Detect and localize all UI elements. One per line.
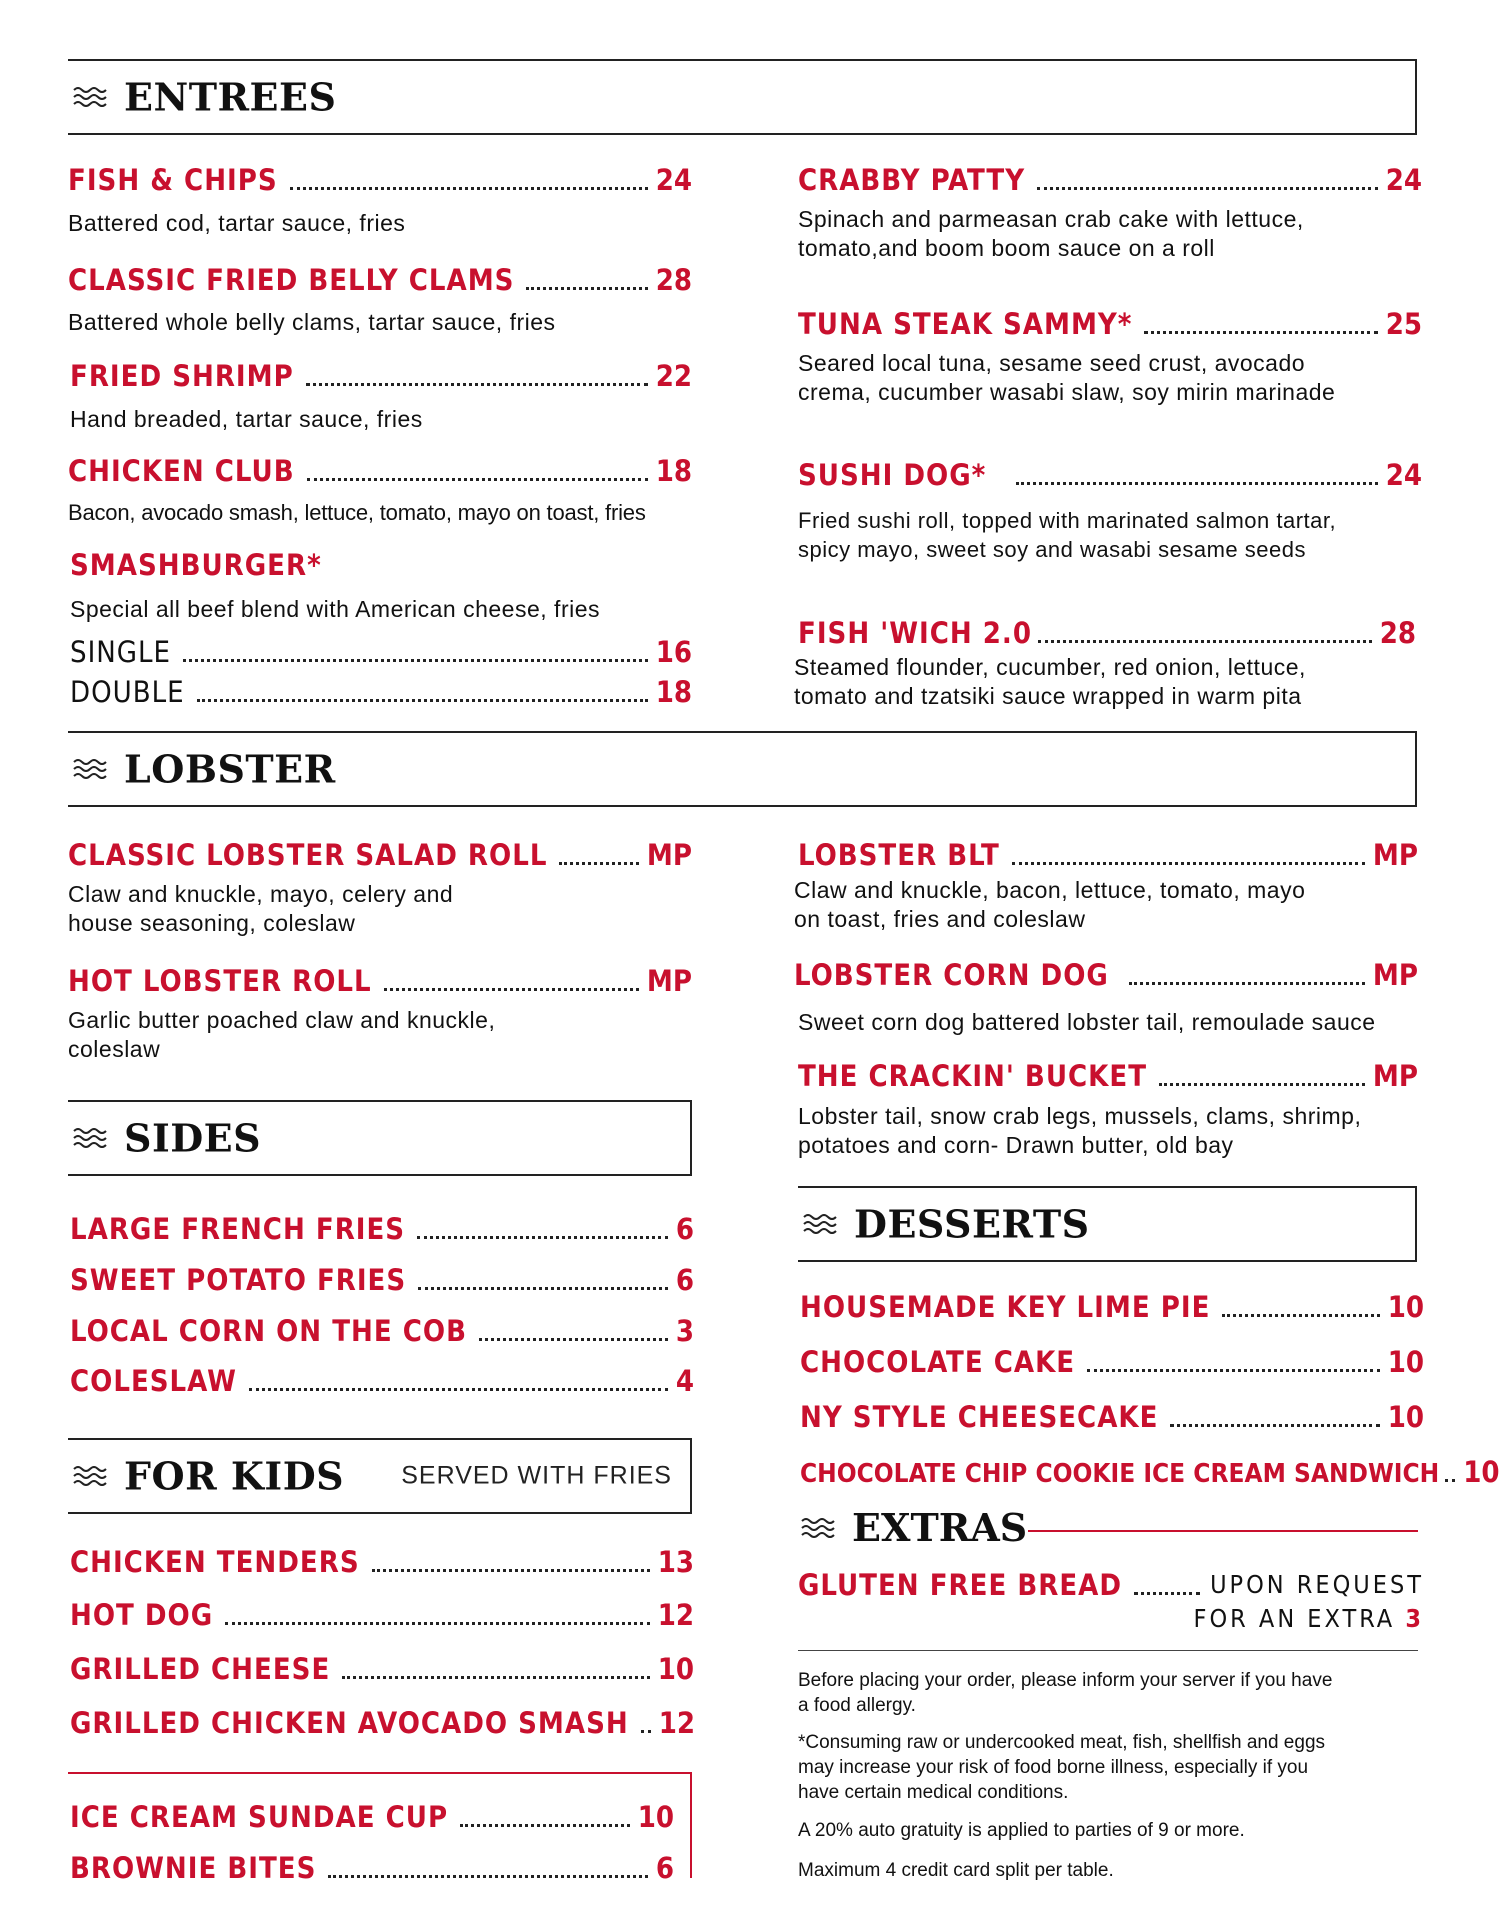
item-price: 24 [1385,163,1422,197]
dot-leader [1012,862,1365,865]
dot-leader [1037,187,1378,190]
item-name: ICE CREAM SUNDAE CUP [70,1800,449,1834]
menu-item-gluten-free-bread [798,1568,1208,1602]
item-name: LOBSTER CORN DOG [794,958,1109,992]
menu-item-smashburger-double [70,675,692,709]
gratuity-note: A 20% auto gratuity is applied to parties of 9 or more. [798,1820,1245,1841]
menu-item-lobster-blt [798,838,1418,872]
menu-item-fried-shrimp [70,359,692,393]
item-name: HOT DOG [70,1598,214,1632]
dot-leader [479,1338,668,1341]
item-price: 3 [675,1314,694,1348]
desserts-header [798,1186,1417,1262]
item-description: Special all beef blend with American cheese, fries [70,596,601,622]
item-price: 18 [655,454,692,488]
dot-leader [417,1236,668,1239]
dot-leader [197,699,648,702]
item-description [68,880,453,938]
desc-line: tomato and tzatsiki sauce wrapped in warm pita [794,683,1302,709]
menu-item-ny-cheesecake [800,1400,1424,1434]
item-price: 12 [658,1706,696,1740]
menu-item-hot-lobster-roll [68,964,692,998]
note-line: UPON REQUEST [1210,1570,1424,1599]
item-description: Battered whole belly clams, tartar sauce, fries [68,309,556,335]
menu-item-chicken-tenders [70,1545,694,1579]
menu-item-chicken-club [68,454,692,488]
item-name: CLASSIC FRIED BELLY CLAMS [68,263,515,297]
desc-line: house seasoning, coleslaw [68,910,356,936]
menu-item-hot-dog [70,1598,694,1632]
dot-leader [641,1730,651,1733]
entrees-header [68,59,1417,135]
dot-leader [559,862,638,865]
size-label: SINGLE [70,635,172,669]
item-price: 6 [675,1263,694,1297]
item-price: MP [646,964,692,998]
waves-icon [72,1463,112,1489]
item-name: CHOCOLATE CAKE [800,1345,1076,1379]
item-name: SWEET POTATO FRIES [70,1263,407,1297]
dot-leader [418,1287,668,1290]
item-description: Sweet corn dog battered lobster tail, remoulade sauce [798,1009,1376,1035]
item-price: 18 [655,675,692,709]
item-price: 24 [1385,458,1422,492]
dot-leader [306,383,648,386]
entrees-title: ENTREES [124,74,337,120]
item-name: FISH 'WICH 2.0 [798,616,1032,650]
desc-line: Claw and knuckle, bacon, lettuce, tomato, mayo [794,877,1306,903]
menu-item-cookie-ice-cream-sandwich [800,1455,1500,1489]
item-price: 16 [655,635,692,669]
item-name: NY STYLE CHEESECAKE [800,1400,1159,1434]
item-description [798,1102,1361,1160]
desserts-title: DESSERTS [854,1201,1090,1247]
item-name: HOUSEMADE KEY LIME PIE [800,1290,1211,1324]
item-name: BROWNIE BITES [70,1851,317,1885]
item-price: 12 [657,1598,694,1632]
allergy-note [798,1668,1418,1718]
dot-leader [1159,1083,1365,1086]
item-name: TUNA STEAK SAMMY* [798,307,1133,341]
kids-dessert-top-rule [68,1772,692,1774]
item-price: 25 [1385,307,1422,341]
menu-item-fish-chips [68,163,692,197]
dot-leader [372,1569,650,1572]
dot-leader [526,287,647,290]
desc-line: crema, cucumber wasabi slaw, soy mirin marinade [798,379,1336,405]
menu-item-ice-cream-sundae-cup [70,1800,674,1834]
menu-item-corn-on-the-cob [70,1314,694,1348]
item-name: GLUTEN FREE BREAD [798,1568,1123,1602]
desc-line: coleslaw [68,1036,161,1062]
dot-leader [1445,1479,1455,1482]
extras-title: EXTRAS [852,1505,1028,1550]
item-description: Battered cod, tartar sauce, fries [68,210,406,236]
item-price: 10 [1387,1345,1424,1379]
item-name: SUSHI DOG* [798,458,987,492]
dot-leader [1144,331,1377,334]
desc-line: Steamed flounder, cucumber, red onion, lettuce, [794,654,1306,680]
desc-line: Fried sushi roll, topped with marinated salmon tartar, [798,508,1337,533]
item-name: COLESLAW [70,1364,237,1398]
menu-item-crackin-bucket [798,1059,1418,1093]
item-description: Bacon, avocado smash, lettuce, tomato, mayo on toast, fries [68,500,646,525]
desc-line: Garlic butter poached claw and knuckle, [68,1007,496,1033]
menu-item-grilled-chicken-avocado-smash [70,1706,694,1740]
item-price: 10 [637,1800,674,1834]
menu-item-belly-clams [68,263,692,297]
lobster-title: LOBSTER [124,746,336,792]
menu-item-brownie-bites [70,1851,674,1885]
item-price: 10 [1387,1400,1424,1434]
item-name: LOBSTER BLT [798,838,1000,872]
item-name: THE CRACKIN' BUCKET [798,1059,1147,1093]
dot-leader [307,478,648,481]
size-label: DOUBLE [70,675,185,709]
item-price: MP [1372,838,1418,872]
item-price: 10 [1463,1455,1500,1489]
item-name: CHOCOLATE CHIP COOKIE ICE CREAM SANDWICH [800,1459,1440,1489]
dot-leader [225,1622,650,1625]
waves-icon [72,1125,112,1151]
menu-item-sweet-potato-fries [70,1263,694,1297]
dot-leader [1087,1369,1380,1372]
kids-dessert-side-rule [690,1772,692,1878]
waves-icon [72,756,112,782]
item-price: MP [646,838,692,872]
menu-item-large-french-fries [70,1212,694,1246]
item-price: 28 [1379,616,1416,650]
item-description [794,653,1306,711]
sides-title: SIDES [124,1115,262,1161]
menu-item-crabby-patty [798,163,1422,197]
desc-line: potatoes and corn- Drawn butter, old bay [798,1132,1234,1158]
extras-rule [1028,1530,1418,1532]
raw-food-warning [798,1730,1418,1805]
note-line: may increase your risk of food borne illness, especially if you [798,1757,1309,1778]
item-name: GRILLED CHICKEN AVOCADO SMASH [70,1706,629,1740]
note-line: FOR AN EXTRA [1193,1604,1396,1633]
item-name: SMASHBURGER* [70,548,322,582]
dot-leader [1038,640,1372,643]
item-price: 3 [1405,1604,1424,1633]
menu-item-smashburger-single [70,635,692,669]
notes-divider [798,1650,1418,1651]
dot-leader [384,988,639,991]
dot-leader [183,659,648,662]
note-line-2 [1160,1602,1424,1636]
item-price: 4 [675,1364,694,1398]
waves-icon [802,1211,842,1237]
note-line: Before placing your order, please inform your server if you have [798,1670,1333,1691]
menu-item-tuna-sammy [798,307,1422,341]
item-name: CRABBY PATTY [798,163,1026,197]
item-name: LOCAL CORN ON THE COB [70,1314,467,1348]
item-name: CHICKEN CLUB [68,454,295,488]
item-price: 22 [655,359,692,393]
note-line: *Consuming raw or undercooked meat, fish, shellfish and eggs [798,1732,1326,1753]
menu-item-chocolate-cake [800,1345,1424,1379]
item-price: 10 [1387,1290,1424,1324]
dot-leader [249,1388,668,1391]
item-description [798,205,1304,263]
item-name: FISH & CHIPS [68,163,278,197]
dot-leader [460,1824,630,1827]
waves-icon [72,84,112,110]
item-description: Hand breaded, tartar sauce, fries [70,406,423,432]
gluten-free-note [1160,1568,1424,1636]
dot-leader [1016,482,1377,485]
item-price: 10 [657,1652,694,1686]
card-split-note: Maximum 4 credit card split per table. [798,1860,1114,1881]
item-name: CLASSIC LOBSTER SALAD ROLL [68,838,548,872]
waves-icon [800,1515,840,1541]
item-description [794,876,1305,934]
item-price: 24 [655,163,692,197]
menu-item-key-lime-pie [800,1290,1424,1324]
item-price: 6 [655,1851,674,1885]
desc-line: Lobster tail, snow crab legs, mussels, clams, shrimp, [798,1103,1362,1129]
menu-item-sushi-dog [798,458,1422,492]
item-price: MP [1372,958,1418,992]
menu-item-coleslaw [70,1364,694,1398]
item-description [798,506,1336,564]
lobster-header [68,731,1417,807]
kids-title: FOR KIDS [124,1453,345,1499]
menu-item-smashburger [70,548,470,582]
menu-item-lobster-salad-roll [68,838,692,872]
item-description [798,349,1335,407]
dot-leader [290,187,648,190]
item-name: CHICKEN TENDERS [70,1545,360,1579]
desc-line: spicy mayo, sweet soy and wasabi sesame seeds [798,537,1306,562]
desc-line: tomato,and boom boom sauce on a roll [798,235,1215,261]
desc-line: Seared local tuna, sesame seed crust, avocado [798,350,1306,376]
item-name: HOT LOBSTER ROLL [68,964,372,998]
dot-leader [1129,982,1365,985]
menu-item-fish-wich [798,616,1416,650]
kids-header [68,1438,692,1514]
dot-leader [1222,1314,1379,1317]
sides-header [68,1100,692,1176]
item-name: LARGE FRENCH FRIES [70,1212,406,1246]
item-name: FRIED SHRIMP [70,359,294,393]
menu-item-grilled-cheese [70,1652,694,1686]
dot-leader [1170,1424,1379,1427]
item-price: MP [1372,1059,1418,1093]
item-price: 28 [655,263,692,297]
item-description [68,1006,495,1064]
desc-line: on toast, fries and coleslaw [794,906,1086,932]
note-line: have certain medical conditions. [798,1782,1069,1803]
item-price: 13 [657,1545,694,1579]
note-line: a food allergy. [798,1695,916,1716]
item-name: GRILLED CHEESE [70,1652,331,1686]
menu-item-lobster-corn-dog [794,958,1418,992]
kids-note: SERVED WITH FRIES [401,1461,672,1490]
dot-leader [328,1875,647,1878]
item-price: 6 [675,1212,694,1246]
desc-line: Spinach and parmeasan crab cake with lettuce, [798,206,1304,232]
desc-line: Claw and knuckle, mayo, celery and [68,881,454,907]
dot-leader [342,1676,649,1679]
